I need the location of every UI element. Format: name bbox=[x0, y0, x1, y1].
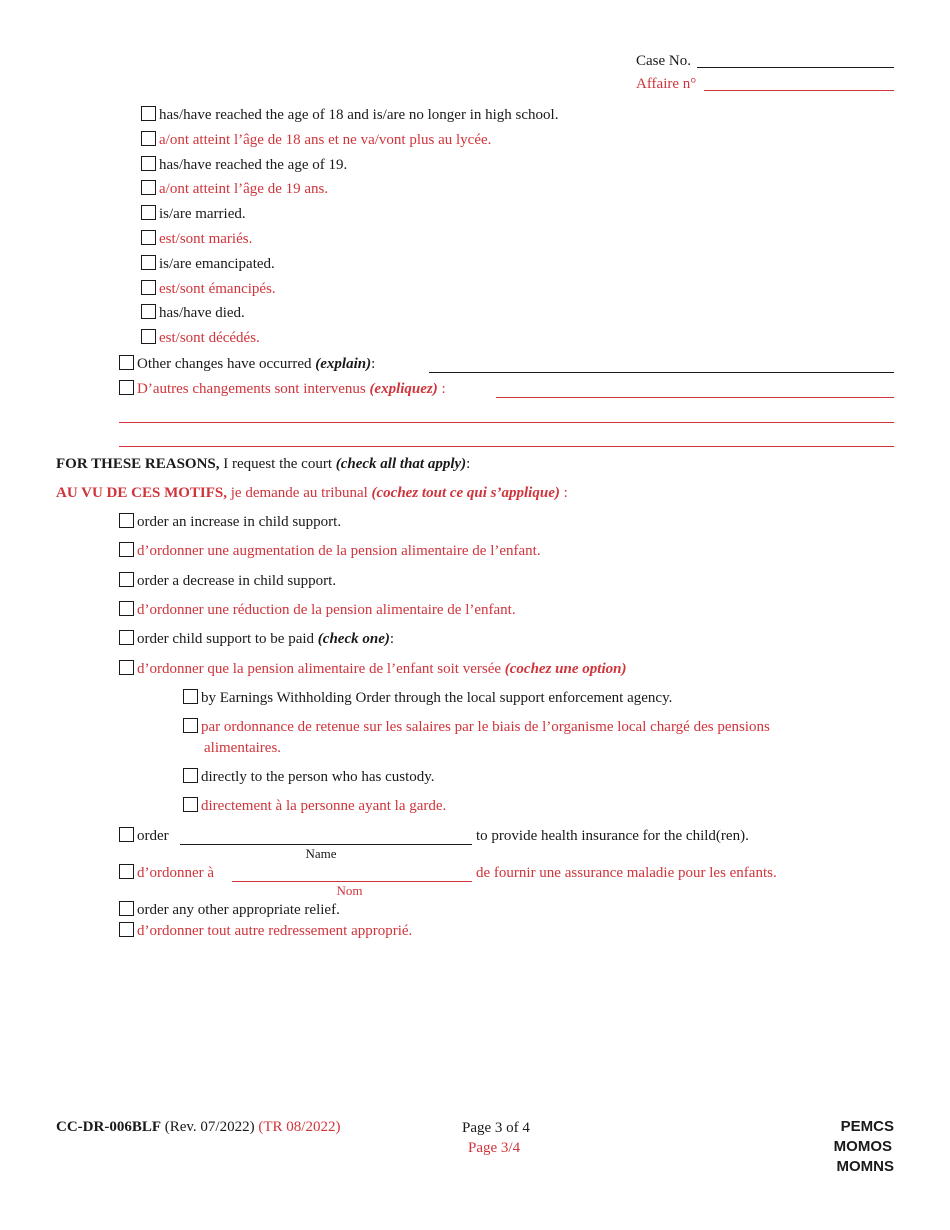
option-direct-fr: directement à la personne ayant la garde. bbox=[183, 797, 446, 815]
case-no-label: Case No. bbox=[636, 53, 691, 69]
status-checkbox[interactable] bbox=[141, 329, 156, 344]
request-relief-en: order any other appropriate relief. bbox=[119, 901, 340, 919]
status-item-label: est/sont mariés. bbox=[159, 231, 253, 247]
status-checkbox[interactable] bbox=[141, 131, 156, 146]
status-item bbox=[141, 205, 246, 223]
other-changes-fr: D’autres changements sont intervenus (expliquez) : bbox=[119, 380, 446, 398]
footer-code-3: MOMNS bbox=[836, 1158, 894, 1175]
request-decrease-en: order a decrease in child support. bbox=[119, 572, 336, 590]
relief-fr-checkbox[interactable] bbox=[119, 922, 134, 937]
decrease-fr-checkbox[interactable] bbox=[119, 601, 134, 616]
status-checkbox[interactable] bbox=[141, 255, 156, 270]
status-item bbox=[141, 304, 245, 322]
status-item-label: a/ont atteint l’âge de 19 ans. bbox=[159, 181, 329, 197]
increase-fr-checkbox[interactable] bbox=[119, 542, 134, 557]
nom-caption: Nom bbox=[336, 883, 363, 898]
request-relief-fr: d’ordonner tout autre redressement approprié. bbox=[119, 922, 412, 940]
status-checkbox[interactable] bbox=[141, 106, 156, 121]
direct-checkbox[interactable] bbox=[183, 768, 198, 783]
status-item-label: has/have reached the age of 19. bbox=[159, 157, 348, 173]
explain-line-2[interactable] bbox=[119, 422, 894, 423]
status-item-label: has/have reached the age of 18 and is/are no longer in high school. bbox=[159, 107, 559, 123]
status-checkbox[interactable] bbox=[141, 180, 156, 195]
affaire-label: Affaire n° bbox=[636, 76, 697, 92]
request-health-fr: d’ordonner à bbox=[119, 864, 214, 882]
status-item bbox=[141, 131, 491, 149]
status-item bbox=[141, 180, 328, 198]
status-item bbox=[141, 230, 252, 248]
health-fr-post: de fournir une assurance maladie pour les enfants. bbox=[476, 865, 777, 881]
relief-checkbox[interactable] bbox=[119, 901, 134, 916]
option-earnings-fr: par ordonnance de retenue sur les salaires par le biais de l’organisme local chargé des pensions bbox=[183, 718, 770, 736]
request-paid-fr: d’ordonner que la pension alimentaire de l’enfant soit versée (cochez une option) bbox=[119, 660, 626, 678]
earnings-checkbox[interactable] bbox=[183, 689, 198, 704]
health-en-post: to provide health insurance for the child(ren). bbox=[476, 828, 749, 844]
status-item-label: est/sont décédés. bbox=[159, 330, 260, 346]
status-checkbox[interactable] bbox=[141, 304, 156, 319]
status-item-label: a/ont atteint l’âge de 18 ans et ne va/vont plus au lycée. bbox=[159, 132, 492, 148]
request-health-en: order bbox=[119, 827, 169, 845]
explain-line-3[interactable] bbox=[119, 446, 894, 447]
status-item-label: is/are married. bbox=[159, 206, 246, 222]
request-decrease-fr: d’ordonner une réduction de la pension alimentaire de l’enfant. bbox=[119, 601, 516, 619]
request-paid-en: order child support to be paid (check one): bbox=[119, 630, 394, 648]
other-changes-en: Other changes have occurred (explain): bbox=[119, 355, 375, 373]
direct-fr-checkbox[interactable] bbox=[183, 797, 198, 812]
health-checkbox[interactable] bbox=[119, 827, 134, 842]
increase-checkbox[interactable] bbox=[119, 513, 134, 528]
name-caption: Name bbox=[305, 846, 337, 861]
reasons-fr: AU VU DE CES MOTIFS, je demande au tribunal (cochez tout ce qui s’applique) : bbox=[56, 485, 568, 501]
status-item bbox=[141, 329, 260, 347]
request-increase-fr: d’ordonner une augmentation de la pension alimentaire de l’enfant. bbox=[119, 542, 541, 560]
footer-page-en: Page 3 of 4 bbox=[462, 1120, 530, 1136]
status-checkbox[interactable] bbox=[141, 280, 156, 295]
status-item-label: est/sont émancipés. bbox=[159, 281, 276, 297]
footer-page-fr: Page 3/4 bbox=[468, 1140, 521, 1156]
affaire-field[interactable] bbox=[704, 90, 894, 91]
status-checkbox[interactable] bbox=[141, 230, 156, 245]
status-item bbox=[141, 280, 276, 298]
decrease-checkbox[interactable] bbox=[119, 572, 134, 587]
status-checkbox[interactable] bbox=[141, 156, 156, 171]
status-checkbox[interactable] bbox=[141, 205, 156, 220]
paid-checkbox[interactable] bbox=[119, 630, 134, 645]
status-item bbox=[141, 156, 347, 174]
request-increase-en: order an increase in child support. bbox=[119, 513, 341, 531]
other-changes-checkbox[interactable] bbox=[119, 355, 134, 370]
footer-code-2: MOMOS bbox=[833, 1138, 892, 1155]
case-no-field[interactable] bbox=[697, 67, 894, 68]
status-item-label: is/are emancipated. bbox=[159, 256, 275, 272]
footer-code-1: PEMCS bbox=[840, 1118, 894, 1135]
other-changes-fr-line[interactable] bbox=[496, 397, 894, 398]
paid-fr-checkbox[interactable] bbox=[119, 660, 134, 675]
footer-form-id: CC-DR-006BLF (Rev. 07/2022) (TR 08/2022) bbox=[56, 1119, 341, 1135]
other-changes-line[interactable] bbox=[429, 372, 894, 373]
earnings-fr-checkbox[interactable] bbox=[183, 718, 198, 733]
reasons-en: FOR THESE REASONS, I request the court (check all that apply): bbox=[56, 456, 471, 472]
status-item-label: has/have died. bbox=[159, 305, 245, 321]
option-earnings-en: by Earnings Withholding Order through the local support enforcement agency. bbox=[183, 689, 672, 707]
option-earnings-fr-cont: alimentaires. bbox=[204, 740, 282, 756]
status-item bbox=[141, 255, 275, 273]
status-item bbox=[141, 106, 558, 124]
option-direct-en: directly to the person who has custody. bbox=[183, 768, 435, 786]
other-changes-fr-checkbox[interactable] bbox=[119, 380, 134, 395]
health-fr-checkbox[interactable] bbox=[119, 864, 134, 879]
